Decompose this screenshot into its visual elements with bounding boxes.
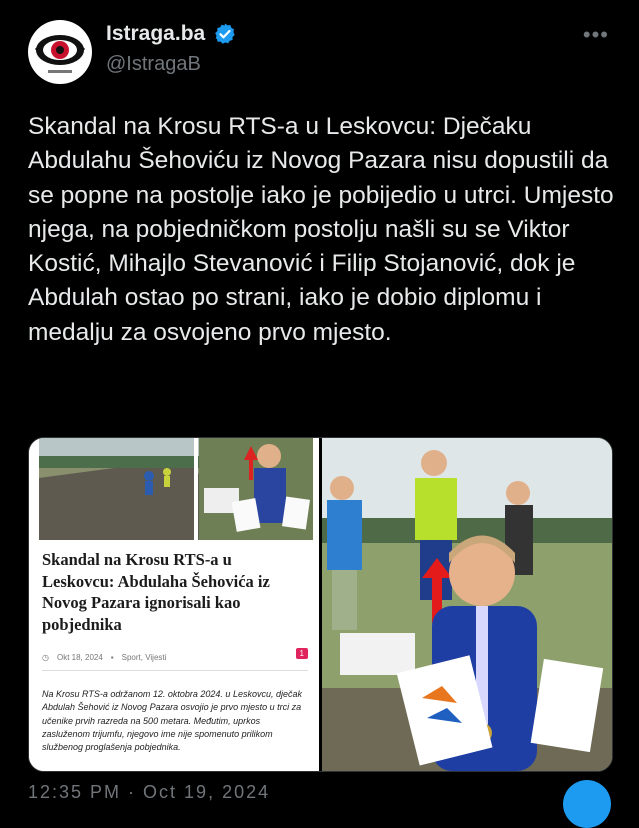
award-photo[interactable] — [319, 438, 612, 771]
article-screenshot[interactable] — [29, 438, 319, 771]
article-body: Na Krosu RTS-a održanom 12. oktobra 2024. u Leskovcu, dječak Abdulah Šehović iz Novog Pazara osvojio je prvo mjesto u trci za učenike prvih razreda na 500 metara. Međutim, uprkos zasluženom trijumfu, njegovo ime nije spomenuto prilikom službenog proglašenja pobjednika. — [42, 689, 302, 753]
article-date: Okt 18, 2024 — [56, 652, 103, 662]
more-options-icon[interactable]: ••• — [582, 22, 609, 47]
eye-logo-icon — [28, 20, 92, 84]
article-meta — [42, 648, 308, 671]
display-name[interactable]: Istraga.ba — [106, 22, 206, 45]
tweet-media[interactable] — [28, 437, 613, 772]
race-photo — [39, 438, 313, 540]
folder-icon: ▪ — [110, 652, 114, 662]
handle[interactable]: @IstragaB — [106, 53, 201, 75]
verified-badge-icon — [213, 22, 237, 46]
comment-count: 1 — [296, 648, 308, 659]
avatar[interactable] — [28, 20, 92, 84]
article-category: Sport, Vijesti — [121, 652, 167, 662]
article-title: Skandal na Krosu RTS-a u Leskovcu: Abdulaha Šehovića iz Novog Pazara ignorisali kao pobjednika — [42, 550, 270, 634]
tweet-header — [0, 0, 639, 100]
tweet-text: Skandal na Krosu RTS-a u Leskovcu: Dječaku Abdulahu Šehoviću iz Novog Pazara nisu dopustili da se popne na postolje iako je pobijedio u utrci. Umjesto njega, na pobjedničkom postolju našli su se Viktor Kostić, Mihajlo Stevanović i Filip Stojanović, dok je Abdulah ostao po strani, iako je dobio diplomu i medalju za osvojeno prvo mjesto. — [28, 113, 614, 346]
timestamp: 12:35 PM · Oct 19, 2024 — [28, 782, 271, 802]
compose-button[interactable] — [563, 780, 611, 828]
clock-icon: ◷ — [42, 652, 49, 662]
